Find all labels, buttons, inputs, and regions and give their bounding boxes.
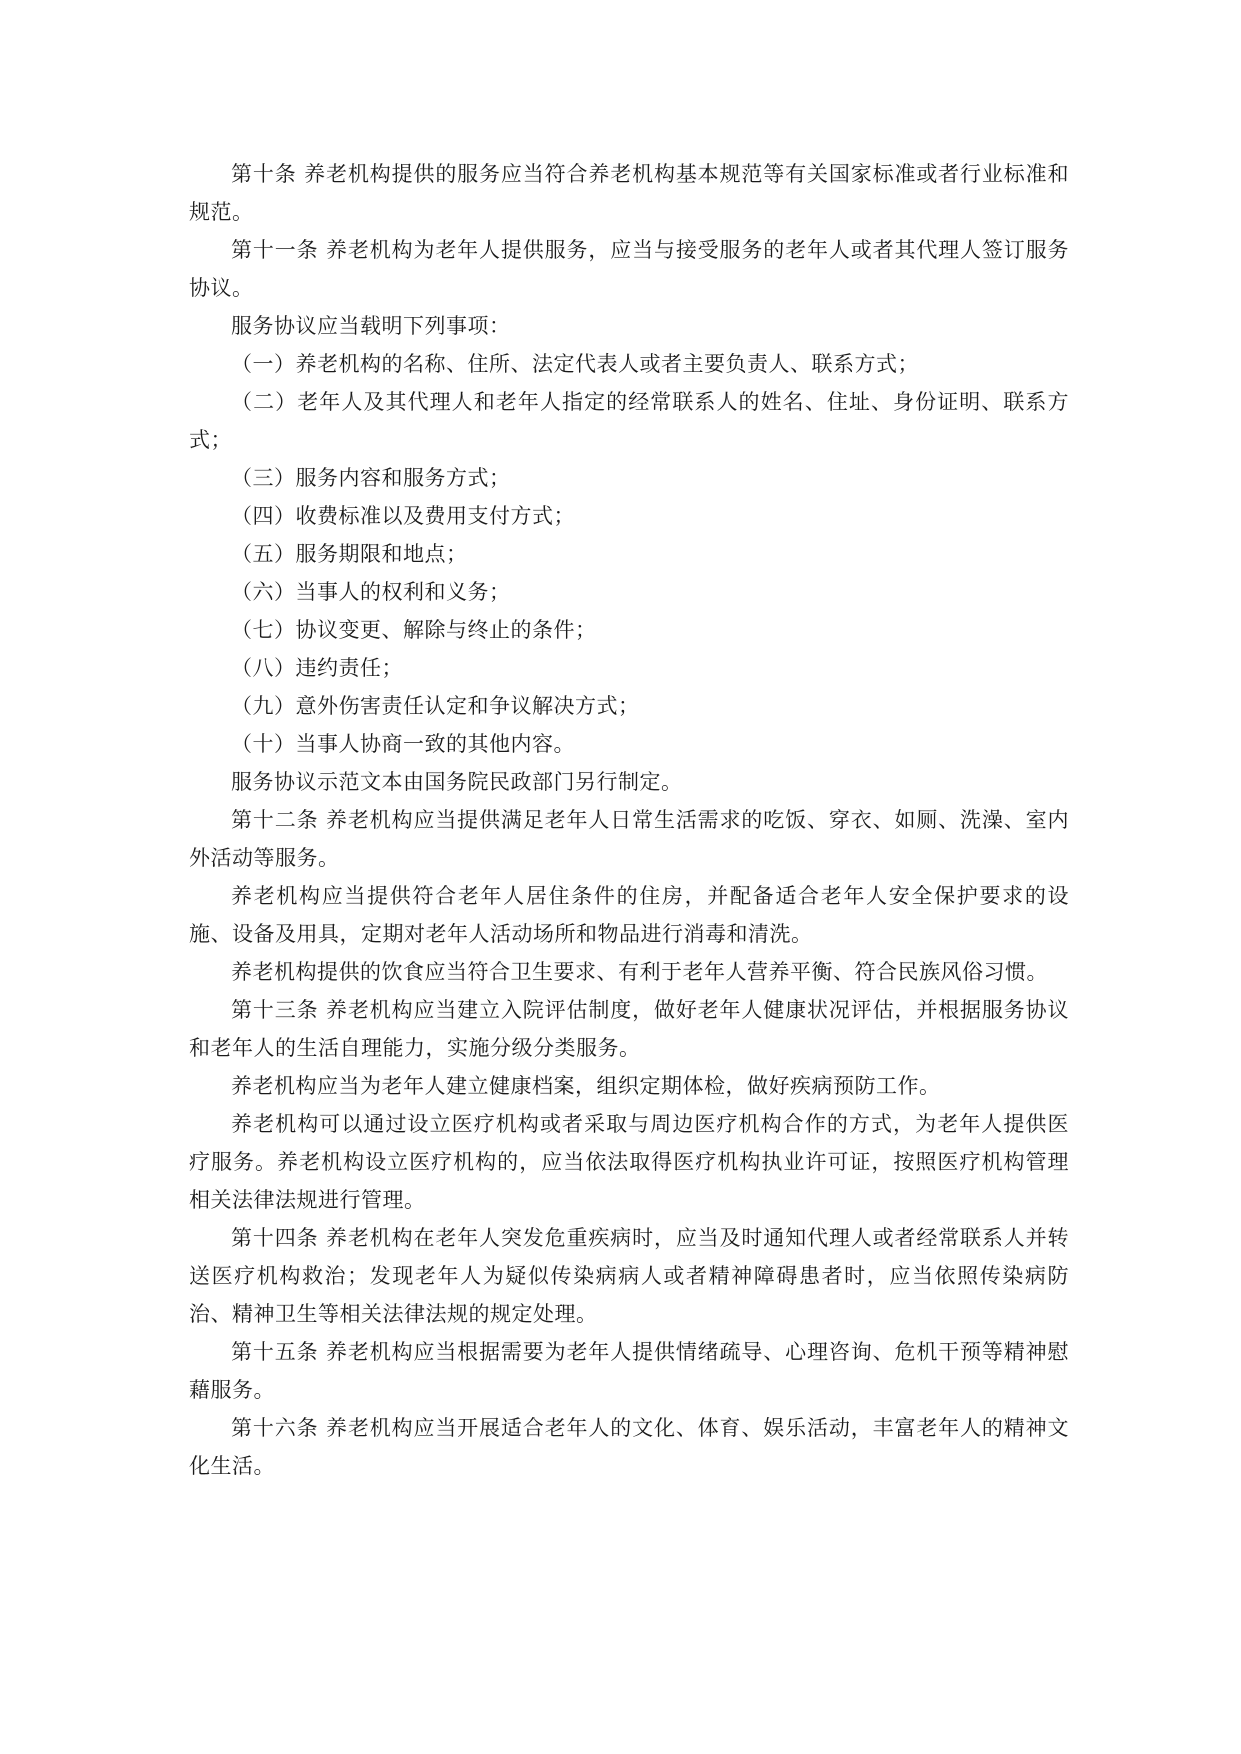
list-item-8: （八）违约责任； (231, 656, 403, 680)
paragraph-article-14: 第十四条 养老机构在老年人突发危重疾病时，应当及时通知代理人或者经常联系人并转送医疗机构救治；发现老年人为疑似传染病病人或者精神障碍患者时，应当依照传染病防治、精神卫生等相关法律法规的规定处理。 (189, 1226, 1069, 1326)
paragraph-article-15: 第十五条 养老机构应当根据需要为老年人提供情绪疏导、心理咨询、危机干预等精神慰藉服务。 (189, 1340, 1069, 1402)
list-item-5: （五）服务期限和地点； (231, 542, 468, 566)
list-item-3: （三）服务内容和服务方式； (231, 466, 511, 490)
paragraph-article-13: 第十三条 养老机构应当建立入院评估制度，做好老年人健康状况评估，并根据服务协议和老年人的生活自理能力，实施分级分类服务。 (189, 998, 1069, 1060)
list-item-6: （六）当事人的权利和义务； (231, 580, 511, 604)
list-item-4: （四）收费标准以及费用支付方式； (231, 504, 575, 528)
paragraph-article-12: 第十二条 养老机构应当提供满足老年人日常生活需求的吃饭、穿衣、如厕、洗澡、室内外活动等服务。 (189, 808, 1069, 870)
paragraph-medical-services: 养老机构可以通过设立医疗机构或者采取与周边医疗机构合作的方式，为老年人提供医疗服务。养老机构设立医疗机构的，应当依法取得医疗机构执业许可证，按照医疗机构管理相关法律法规进行管理。 (189, 1112, 1069, 1212)
list-item-9: （九）意外伤害责任认定和争议解决方式； (231, 694, 640, 718)
list-item-2: （二）老年人及其代理人和老年人指定的经常联系人的姓名、住址、身份证明、联系方式； (189, 390, 1069, 452)
paragraph-article-11: 第十一条 养老机构为老年人提供服务，应当与接受服务的老年人或者其代理人签订服务协议。 (189, 238, 1069, 300)
paragraph-health-records: 养老机构应当为老年人建立健康档案，组织定期体检，做好疾病预防工作。 (231, 1074, 941, 1098)
paragraph-diet: 养老机构提供的饮食应当符合卫生要求、有利于老年人营养平衡、符合民族风俗习惯。 (231, 960, 1048, 984)
list-item-10: （十）当事人协商一致的其他内容。 (231, 732, 575, 756)
list-item-1: （一）养老机构的名称、住所、法定代表人或者主要负责人、联系方式； (231, 352, 919, 376)
list-item-7: （七）协议变更、解除与终止的条件； (231, 618, 597, 642)
paragraph-housing: 养老机构应当提供符合老年人居住条件的住房，并配备适合老年人安全保护要求的设施、设备及用具，定期对老年人活动场所和物品进行消毒和清洗。 (189, 884, 1069, 946)
paragraph-article-10: 第十条 养老机构提供的服务应当符合养老机构基本规范等有关国家标准或者行业标准和规范。 (189, 162, 1069, 224)
paragraph-template-note: 服务协议示范文本由国务院民政部门另行制定。 (231, 770, 683, 794)
paragraph-article-16: 第十六条 养老机构应当开展适合老年人的文化、体育、娱乐活动，丰富老年人的精神文化生活。 (189, 1416, 1069, 1478)
paragraph-agreement-items-intro: 服务协议应当载明下列事项： (231, 314, 511, 338)
document-body (189, 155, 1069, 1485)
